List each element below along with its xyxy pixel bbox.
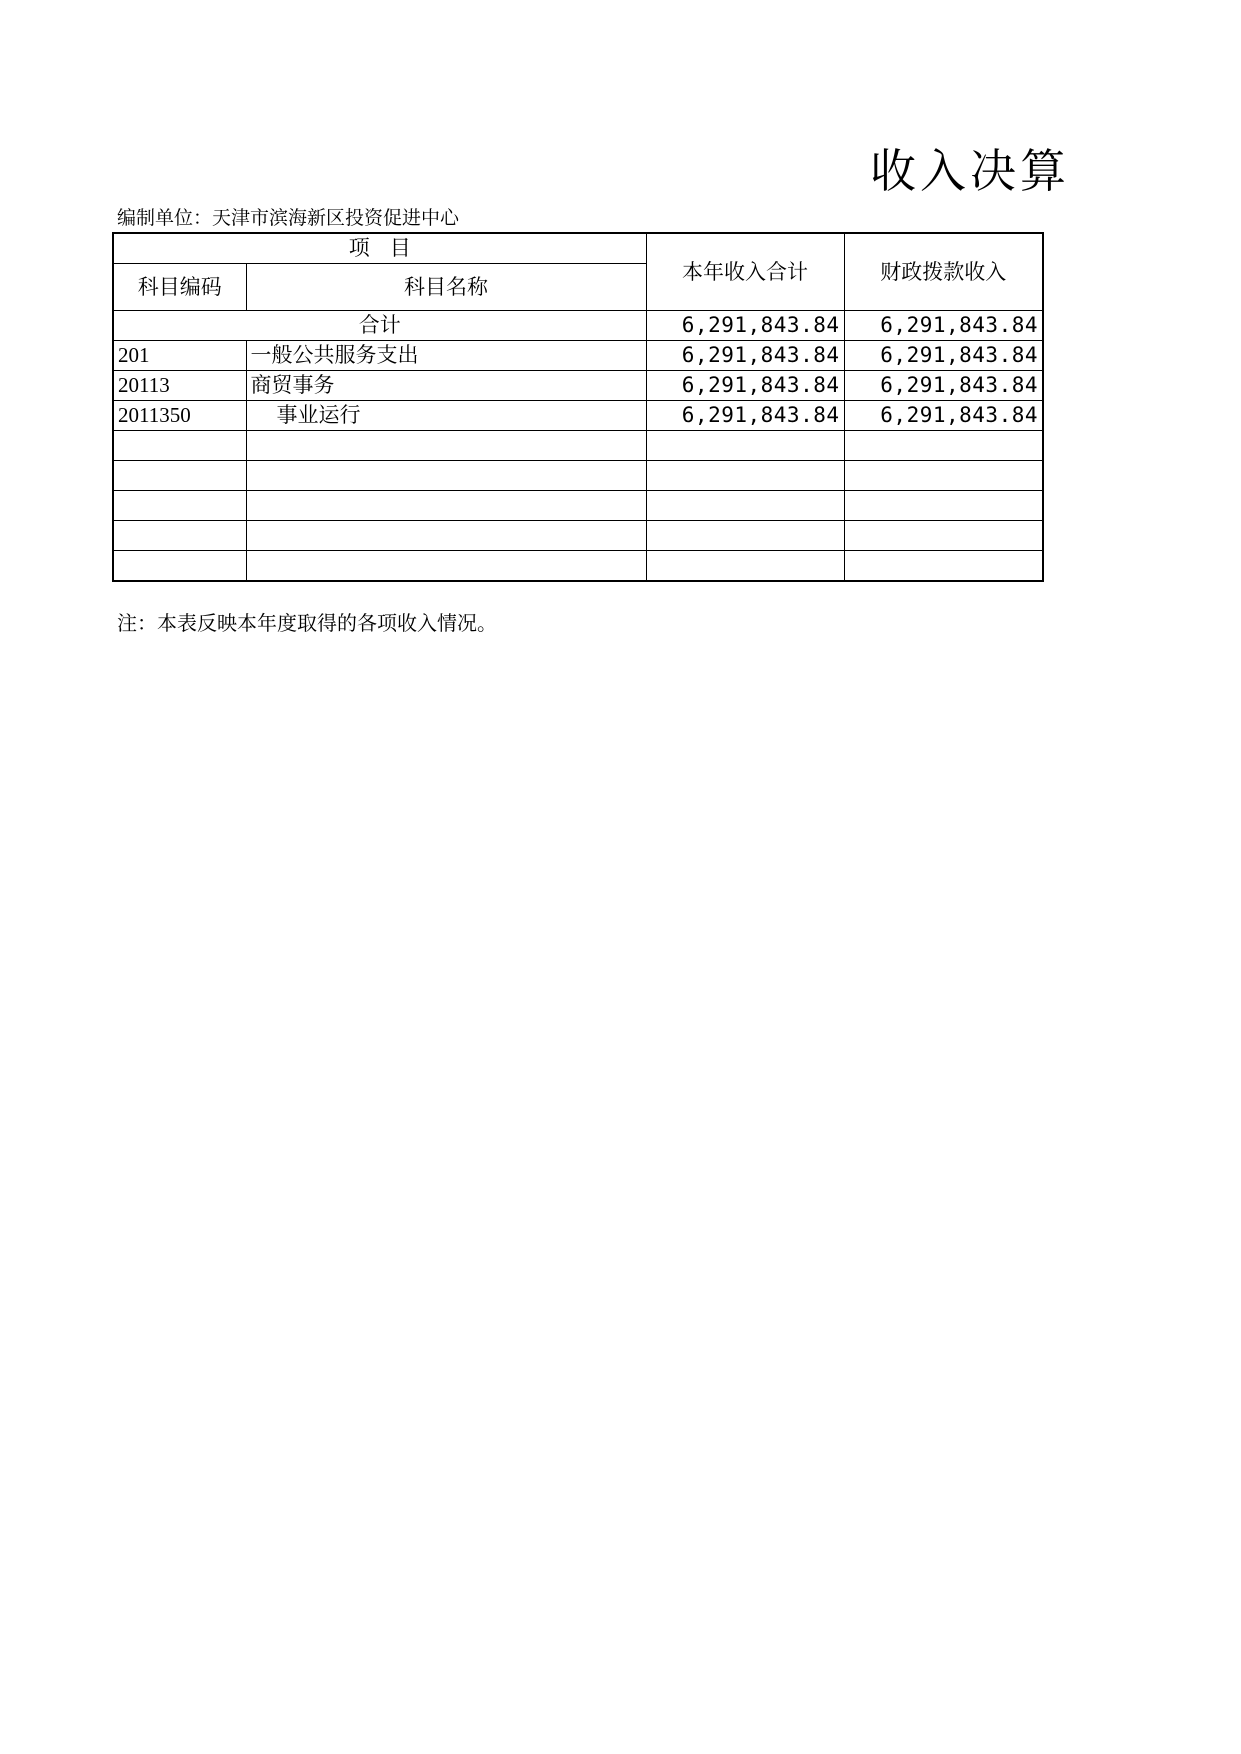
empty-cell — [844, 551, 1043, 582]
empty-cell — [646, 551, 844, 582]
row-code: 20113 — [113, 371, 246, 401]
header-fiscal-income: 财政拨款收入 — [844, 233, 1043, 311]
empty-row — [113, 431, 1043, 461]
empty-cell — [844, 491, 1043, 521]
empty-cell — [246, 521, 646, 551]
empty-cell — [113, 461, 246, 491]
row-total-income: 6,291,843.84 — [646, 371, 844, 401]
table-row — [113, 401, 1043, 431]
row-name: 商贸事务 — [246, 371, 646, 401]
empty-row — [113, 551, 1043, 582]
empty-cell — [246, 551, 646, 582]
table-note: 注：本表反映本年度取得的各项收入情况。 — [117, 611, 497, 635]
empty-cell — [646, 491, 844, 521]
empty-cell — [113, 551, 246, 582]
header-subject-code: 科目编码 — [113, 264, 246, 311]
table-row — [113, 371, 1043, 401]
income-table — [112, 232, 1044, 582]
sum-label: 合计 — [113, 311, 646, 341]
empty-cell — [113, 431, 246, 461]
empty-row — [113, 521, 1043, 551]
empty-row — [113, 491, 1043, 521]
document-title: 收入决算 — [870, 144, 1070, 198]
empty-cell — [246, 431, 646, 461]
row-code: 2011350 — [113, 401, 246, 431]
empty-cell — [646, 431, 844, 461]
row-fiscal-income: 6,291,843.84 — [844, 341, 1043, 371]
empty-cell — [646, 521, 844, 551]
empty-cell — [246, 491, 646, 521]
header-subject-name: 科目名称 — [246, 264, 646, 311]
empty-cell — [113, 491, 246, 521]
row-fiscal-income: 6,291,843.84 — [844, 371, 1043, 401]
row-total-income: 6,291,843.84 — [646, 341, 844, 371]
header-project: 项 目 — [113, 233, 646, 264]
sum-fiscal-income: 6,291,843.84 — [844, 311, 1043, 341]
row-code: 201 — [113, 341, 246, 371]
row-name: 事业运行 — [246, 401, 646, 431]
empty-cell — [844, 461, 1043, 491]
empty-cell — [844, 521, 1043, 551]
empty-cell — [246, 461, 646, 491]
preparing-unit-label: 编制单位：天津市滨海新区投资促进中心 — [117, 207, 460, 229]
empty-cell — [113, 521, 246, 551]
empty-cell — [844, 431, 1043, 461]
header-total-income: 本年收入合计 — [646, 233, 844, 311]
empty-cell — [646, 461, 844, 491]
sum-total-income: 6,291,843.84 — [646, 311, 844, 341]
empty-row — [113, 461, 1043, 491]
row-fiscal-income: 6,291,843.84 — [844, 401, 1043, 431]
row-total-income: 6,291,843.84 — [646, 401, 844, 431]
row-name: 一般公共服务支出 — [246, 341, 646, 371]
table-row — [113, 341, 1043, 371]
